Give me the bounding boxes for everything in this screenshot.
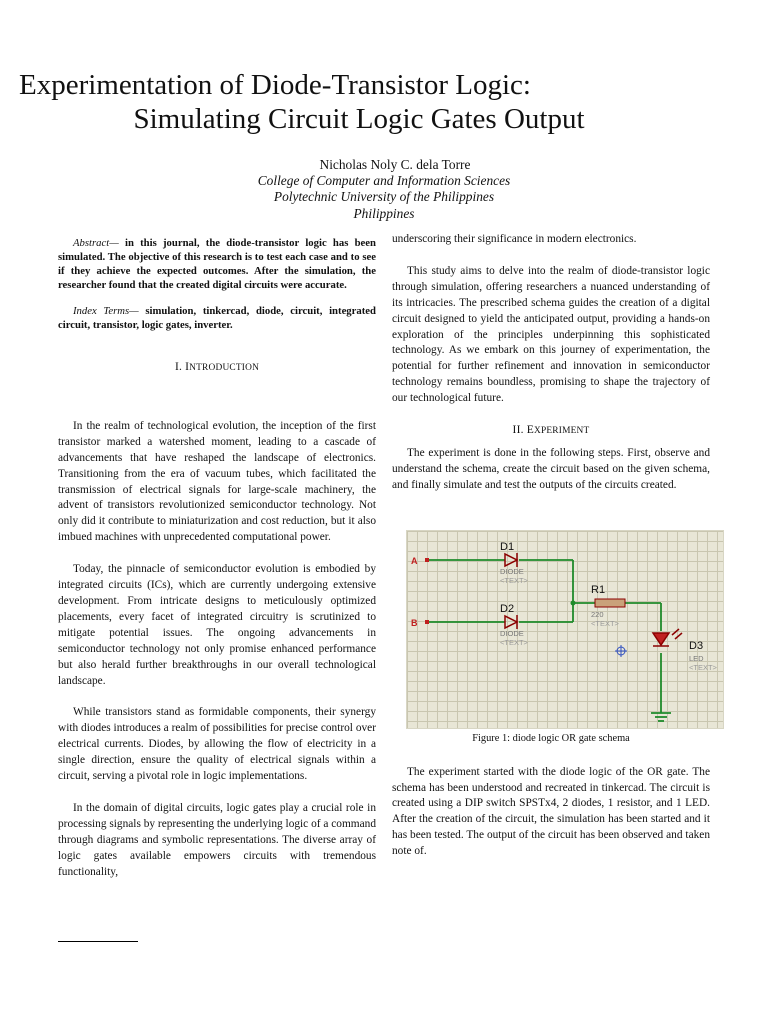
experiment-paragraph-1: The experiment is done in the following steps. First, observe and understand the schema, create the circuit based on the given schema, and finally simulate and test the outputs of the circuits created. <box>392 446 710 491</box>
author-country: Philippines <box>353 205 415 221</box>
d1-text-placeholder: <TEXT> <box>500 575 528 585</box>
footnote-rule <box>58 941 138 942</box>
d1-type: DIODE <box>500 566 524 576</box>
abstract-label: Abstract— <box>73 237 119 249</box>
led-d3-icon <box>653 629 682 646</box>
index-terms-text: simulation, tinkercad, diode, circuit, integrated circuit, transistor, logic gates, inverter. <box>58 305 376 331</box>
resistor-r1-icon <box>595 599 625 607</box>
author-department: College of Computer and Information Sciences <box>257 173 511 189</box>
title-line-2: Simulating Circuit Logic Gates Output <box>133 103 585 135</box>
circuit-schematic <box>406 530 724 729</box>
diode-d1-icon <box>505 553 517 567</box>
intro-paragraph: Today, the pinnacle of semiconductor evolution is embodied by integrated circuits (ICs), which are currently undergoing extensive development. From intricate designs to meticulously optimized placements, every facet of integrated circuitry is scrutinized to mitigate potential issues. The ongoing advancements in semiconductor technology not only promise enhanced performance but also herald further breakthroughs in our overall technological landscape. <box>58 563 376 687</box>
section-heading-experiment: II. EXPERIMENT <box>512 424 590 437</box>
intro-paragraph: While transistors stand as formidable components, their synergy with diodes introduces a realm of possibilities for precise control over electrical currents. Diodes, by allowing the flow of electricity in a single direction, ensure the quality of electrical signals within a circuit, serving a pivotal role in logic implementations. <box>58 706 376 783</box>
d2-label: D2 <box>500 602 515 615</box>
figure-caption: Figure 1: diode logic OR gate schema <box>472 732 630 744</box>
d2-text-placeholder: <TEXT> <box>500 637 528 647</box>
r1-value: 220 <box>591 609 604 619</box>
d3-type: LED <box>689 653 704 663</box>
input-pins <box>425 558 429 624</box>
intro-paragraph: In the domain of digital circuits, logic gates play a crucial role in processing signals by representing the underlying logic of a command through diagrams and symbolic representations. The diverse array of logic gates available empowers circuits with tremendous functionality, <box>58 801 376 878</box>
crosshair-icon <box>615 645 627 657</box>
index-terms <box>58 304 376 332</box>
abstract <box>58 236 376 292</box>
intro-paragraph: In the realm of technological evolution, the inception of the first transistor marked a watershed moment, leading to a cascade of advancements that have reshaped the landscape of electronics. Transitioning from the era of vacuum tubes, which facilitated the transmission of electrical signals for large-scale machinery, the advent of transistors revolutionized semiconductor technology. Not only did it contribute to miniaturization and cost reduction, but it also imbued machines with unprecedented computational power. <box>58 419 376 544</box>
index-terms-label: Index Terms— <box>73 305 139 317</box>
continued-paragraph: underscoring their significance in modern electronics. <box>392 233 637 245</box>
d2-type: DIODE <box>500 628 524 638</box>
ground-symbol <box>651 713 671 721</box>
abstract-text: in this journal, the diode-transistor logic has been simulated. The objective of this research is to test each case and to see if they achieve the expected outcomes. After the simulation, the researcher found that the created digital circuits were accurate. <box>58 237 376 291</box>
paper-title <box>0 68 768 136</box>
right-column <box>392 233 717 876</box>
title-line-1: Experimentation of Diode-Transistor Logic: <box>19 69 531 101</box>
r1-label: R1 <box>591 583 606 596</box>
author-block <box>0 157 768 222</box>
d3-text-placeholder: <TEXT> <box>689 662 717 672</box>
d1-label: D1 <box>500 540 515 553</box>
junction-dot <box>571 600 576 605</box>
diode-d2-icon <box>505 615 517 629</box>
section-heading-introduction: I. INTRODUCTION <box>174 361 260 373</box>
r1-text-placeholder: <TEXT> <box>591 618 619 628</box>
input-b-label: B <box>411 617 418 628</box>
input-a-label: A <box>411 555 418 566</box>
author-name: Nicholas Noly C. dela Torre <box>319 157 471 172</box>
aim-paragraph: This study aims to delve into the realm of diode-transistor logic through simulation, offering researchers a nuanced understanding of its intricacies. The prescribed schema guides the creation of a digital circuit designed to yield the anticipated output, providing a hands-on exploration of the principles underpinning this sophisticated technology. As we embark on this journey of experimentation, the potential for further refinement and innovation in semiconductor technology remains boundless, promising to shape the trajectory of our technological future. <box>392 264 710 405</box>
d3-label: D3 <box>689 639 704 652</box>
author-university: Polytechnic University of the Philippines <box>273 189 495 205</box>
left-column <box>58 236 376 896</box>
experiment-paragraph-2: The experiment started with the diode logic of the OR gate. The schema has been understood and recreated in tinkercad. The circuit is created using a DIP switch SPSTx4, 2 diodes, 1 resistor, and 1 LED. After the creation of the circuit, the simulation has been started and it has been tested. The output of the circuit has been observed and taken note of. <box>392 765 710 858</box>
